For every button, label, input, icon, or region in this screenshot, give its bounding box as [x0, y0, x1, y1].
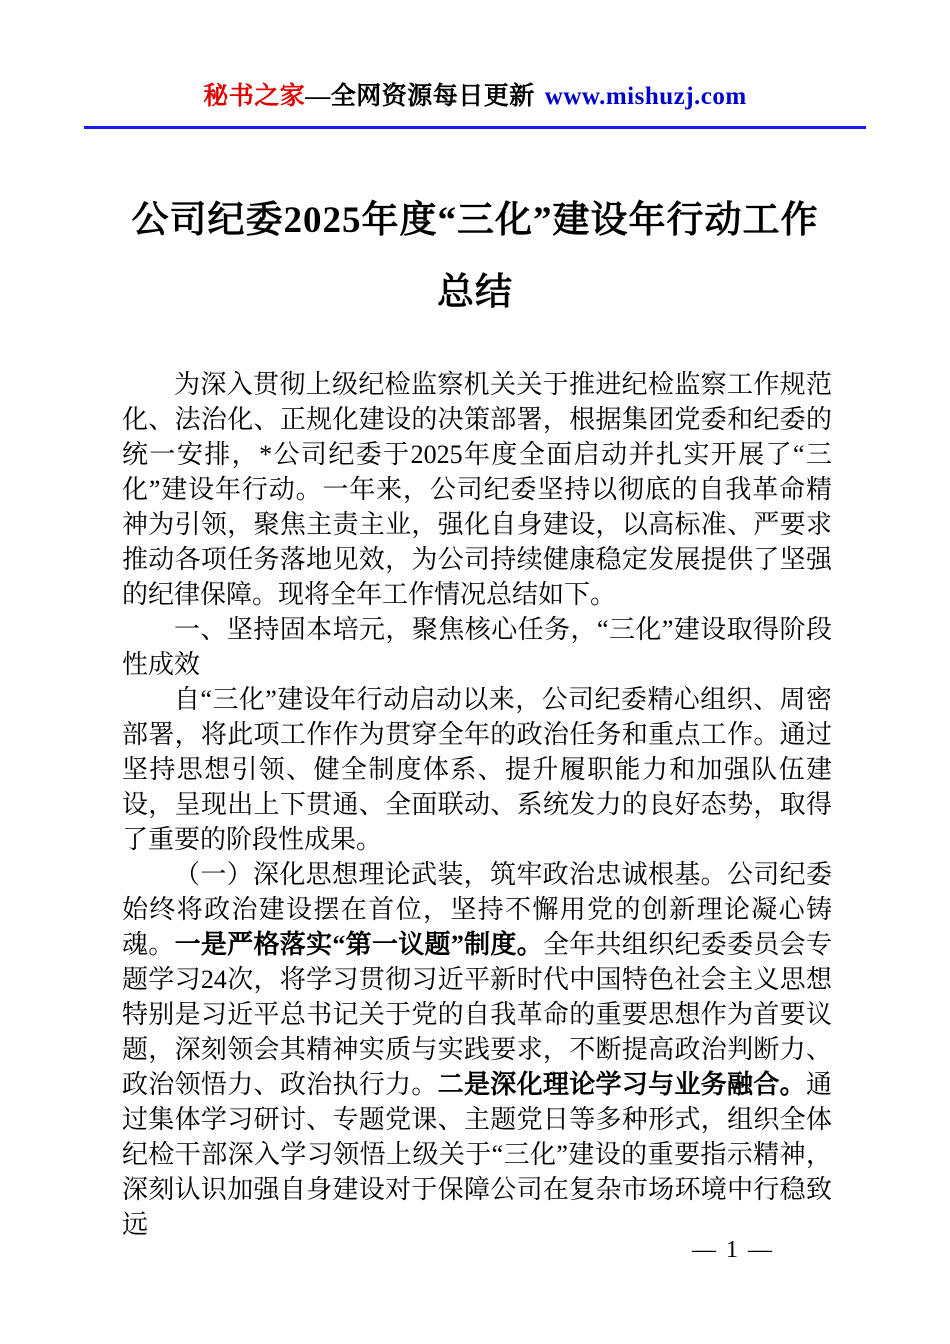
bold-text-run: 二是深化理论学习与业务融合。 — [437, 1070, 806, 1099]
text-run: 为深入贯彻上级纪检监察机关关于推进纪检监察工作规范化、法治化、正规化建设的决策部署，根据集团党委和纪委的统一安排，*公司纪委于2025年度全面启动并扎实开展了“三化”建设年行动。一年来，公司纪委坚持以彻底的自我革命精神为引领，聚焦主责主业，强化自身建设，以高标准、严要求推动各项任务落地见效，为公司持续健康稳定发展提供了坚强的纪律保障。现将全年工作情况总结如下。 — [122, 370, 832, 609]
brand-name: 秘书之家 — [203, 83, 306, 110]
text-run: 全年共组织纪委委员会专题学习24次，将学习贯彻习近平新时代中国特色社会主义思想特别是习近平总书记关于党的自我革命的重要思想作为首要议题，深刻领会其精神实质与实践要求，不断提高政治判断力、政治领悟力、政治执行力。 — [122, 930, 832, 1099]
section-heading — [122, 612, 832, 682]
header-url[interactable]: www.mishuzj.com — [544, 83, 747, 110]
text-run: （一）深化思想理论武装，筑牢政治忠诚根基。公司纪委始终将政治建设摆在首位，坚持不懈用党的创新理论凝心铸魂。 — [122, 860, 832, 959]
document-body — [122, 367, 832, 1242]
page-number: — 1 — — [692, 1237, 774, 1263]
document-title-line-1: 公司纪委2025年度“三化”建设年行动工作 — [131, 200, 819, 241]
paragraph — [122, 367, 832, 612]
paragraph — [122, 857, 832, 1242]
document-title-line-2: 总结 — [437, 272, 513, 313]
header-divider — [84, 76, 866, 129]
bold-text-run: 一是严格落实“第一议题”制度。 — [174, 930, 544, 959]
text-run: 一、坚持固本培元，聚焦核心任务，“三化”建设取得阶段性成效 — [122, 615, 832, 679]
text-run: 自“三化”建设年行动启动以来，公司纪委精心组织、周密部署，将此项工作作为贯穿全年的政治任务和重点工作。通过坚持思想引领、健全制度体系、提升履职能力和加强队伍建设，呈现出上下贯通、全面联动、系统发力的良好态势，取得了重要的阶段性成果。 — [122, 685, 832, 854]
header-tagline: —全网资源每日更新 — [305, 83, 535, 110]
text-run: 通过集体学习研讨、专题党课、主题党日等多种形式，组织全体纪检干部深入学习领悟上级关于“三化”建设的重要指示精神，深刻认识加强自身建设对于保障公司在复杂市场环境中行稳致远 — [122, 1070, 832, 1239]
site-header — [0, 0, 950, 129]
paragraph — [122, 682, 832, 857]
document-title — [110, 185, 840, 329]
